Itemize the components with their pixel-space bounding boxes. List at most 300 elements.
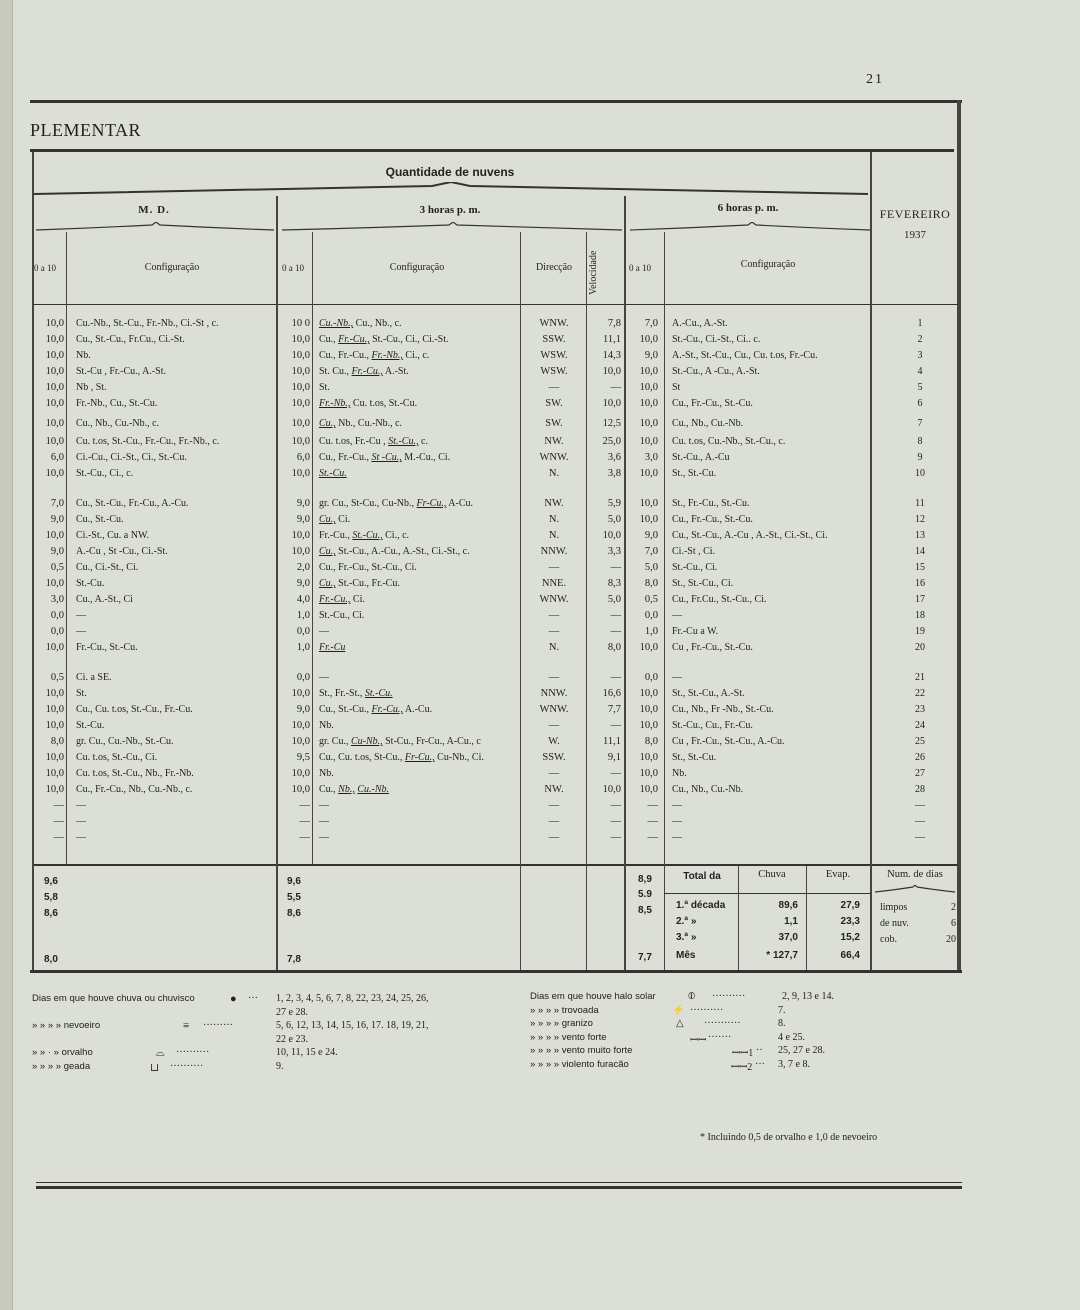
pm6-quantity: 10,0 [639,382,658,393]
pm6-quantity: 9,0 [644,530,658,541]
pm3-velocity: 3,6 [607,452,621,463]
pm3-velocity: 8,3 [607,578,621,589]
pm3-direction: — [548,562,560,573]
pm3-quantity: 9,0 [296,578,310,589]
md-quantity: 10,0 [45,468,64,479]
pm3-configuration: Cu.-Nb., Cu., Nb., c. [319,318,402,329]
table-row [0,784,960,800]
pm6-configuration: Fr.-Cu a W. [672,626,719,637]
pm3-quantity: 6,0 [296,452,310,463]
legend-label: » » » » trovoada [530,1004,599,1016]
legend-days: 10, 11, 15 e 24. [276,1047,338,1058]
day-number: — [915,800,925,811]
md-quantity: 9,0 [50,546,64,557]
pm6-quantity: 5,0 [644,562,658,573]
day-number: 17 [915,594,925,605]
table-row [0,398,960,414]
pm3-velocity: — [610,768,621,779]
pm3-quantity: 0,0 [296,672,310,683]
header-month: FEVEREIRO [879,207,951,221]
pm3-velocity: 3,8 [607,468,621,479]
legend-leader-dots: ··· [248,993,258,1004]
header-year: 1937 [904,229,926,241]
pm3-direction: SSW. [542,752,566,763]
pm6-configuration: St [672,382,681,393]
pm3-configuration: St.-Cu., Ci. [319,610,365,621]
pm3-velocity: 10,0 [602,784,621,795]
legend-days: 7. [778,1004,786,1016]
pm3-quantity: — [299,816,310,827]
day-number: — [915,816,925,827]
days-value: 20 [946,934,956,945]
md-configuration: St.-Cu. [76,720,105,731]
pm3-configuration: Cu., St.-Cu., Fr.-Cu. [319,578,400,589]
pm3-velocity: 11,1 [603,736,621,747]
legend-leader-dots: ·· [756,1045,763,1056]
pm6-configuration: — [672,816,682,827]
pm3-configuration: Cu., Cu. t.os, St-Cu., Fr-Cu., Cu-Nb., Ci. [319,752,484,763]
pm3-configuration: — [319,832,329,843]
col-md-scale: 0 a 10 [34,263,56,273]
table-row [0,626,960,642]
pm3-quantity: 1,0 [296,610,310,621]
md-quantity: 10,0 [45,578,64,589]
pm3-quantity: 10,0 [291,334,310,345]
pm3-direction: WNW. [539,318,569,329]
pm3-quantity: 9,0 [296,704,310,715]
col-6pm-scale: 0 a 10 [629,263,651,273]
pm6-configuration: Cu., Nb., Cu.-Nb. [672,418,744,429]
pm3-direction: SW. [545,418,563,429]
pm3-quantity: 10,0 [291,720,310,731]
totals-rain-header: Chuva [758,869,786,880]
pm3-quantity: — [299,800,310,811]
day-number: 8 [917,436,923,447]
table-row [0,514,960,530]
pm6-configuration: St.-Cu., Ci.-St., Ci.. c. [672,334,761,345]
pm3-configuration: Fr.-Nb., Cu. t.os, St.-Cu. [319,398,418,409]
legend-label: Dias em que houve halo solar [530,991,656,1002]
table-row [0,720,960,736]
legend-label: » » » » vento muito forte [530,1045,633,1056]
pm6-summary-1: 8,9 [638,874,652,885]
day-number: 9 [917,452,923,463]
pm6-quantity: 10,0 [639,784,658,795]
pm3-summary-1: 9,6 [287,876,301,887]
md-quantity: 7,0 [50,498,64,509]
header-cloud-quantity: Quantidade de nuvens [385,165,515,179]
md-configuration: Cu., A.-St., Ci [76,594,133,605]
md-configuration: Cu., St.-Cu., Fr.-Cu., A.-Cu. [76,498,189,509]
day-number: 18 [915,610,925,621]
md-configuration: — [76,610,86,621]
pm3-direction: — [548,672,560,683]
legend-label: » » » » geada [32,1060,91,1072]
totals-header: Total da [683,871,721,882]
pm6-quantity: — [647,832,658,843]
md-quantity: — [53,816,64,827]
md-configuration: — [76,626,86,637]
pm6-quantity: 7,0 [644,546,658,557]
table-row [0,366,960,382]
pm6-quantity: 0,0 [644,672,658,683]
table-row [0,752,960,768]
legend-days: 1, 2, 3, 4, 5, 6, 7, 8, 22, 23, 24, 25, 26, [276,993,429,1004]
table-row [0,688,960,704]
pm3-velocity: — [610,672,621,683]
md-configuration: Ci. a SE. [76,672,112,683]
table-row [0,452,960,468]
totals-rain: 37,0 [778,932,798,943]
pm6-quantity: 10,0 [639,366,658,377]
pm3-configuration: Nb. [319,768,334,779]
pm3-configuration: St. Cu., Fr.-Cu., A.-St. [319,366,409,377]
md-configuration: Cu., Ci.-St., Ci. [76,562,139,573]
pm3-direction: WSW. [540,350,568,361]
pm3-velocity: — [610,816,621,827]
md-configuration: Cu., Nb., Cu.-Nb., c. [76,418,160,429]
day-number: 2 [917,334,923,345]
md-quantity: 3,0 [50,594,64,605]
legend-leader-dots: ··· [755,1058,765,1070]
pm3-quantity: 10,0 [291,736,310,747]
totals-evap: 66,4 [840,950,860,961]
legend-days: 5, 6, 12, 13, 14, 15, 16, 17. 18, 19, 21, [276,1020,429,1031]
pm3-quantity: 10,0 [291,436,310,447]
md-summary-3: 8,6 [44,908,58,919]
pm6-configuration: Nb. [672,768,687,779]
day-number: 27 [915,768,925,779]
legend-leader-dots: ·········· [170,1060,204,1072]
pm3-direction: N. [548,642,560,653]
pm6-quantity: 10,0 [639,720,658,731]
days-label: de nuv. [880,918,909,929]
day-number: 22 [915,688,925,699]
legend-label: » » · » orvalho [32,1047,93,1058]
md-quantity: 10,0 [45,768,64,779]
table-row [0,318,960,334]
legend-label: » » » » vento forte [530,1031,607,1043]
md-configuration: — [76,816,86,827]
pm3-configuration: gr. Cu., St-Cu., Cu-Nb., Fr-Cu., A-Cu. [319,498,473,509]
totals-evap: 15,2 [840,932,860,943]
pm3-velocity: — [610,626,621,637]
pm3-velocity: 25,0 [602,436,621,447]
pm3-quantity: 9,5 [296,752,310,763]
legend-days: 8. [778,1018,786,1029]
md-configuration: Ci.-St., Cu. a NW. [76,530,149,541]
legend-leader-dots: ········· [203,1020,233,1031]
pm3-configuration: Cu., Nb., Cu.-Nb. [319,784,390,795]
pm6-configuration: St.-Cu., Ci. [672,562,718,573]
pm3-configuration: Cu., Fr.-Cu., St -Cu., M.-Cu., Ci. [319,452,451,463]
pm3-velocity: 11,1 [603,334,621,345]
table-row [0,382,960,398]
pm3-direction: NNE. [541,578,567,589]
legend-symbol-icon: ≡ [183,1020,190,1032]
pm6-quantity: 10,0 [639,468,658,479]
pm3-direction: WNW. [539,704,569,715]
md-quantity: — [53,800,64,811]
day-number: 28 [915,784,925,795]
pm6-quantity: 0,5 [644,594,658,605]
day-number: 11 [915,498,925,509]
pm3-quantity: 4,0 [296,594,310,605]
md-quantity: 10,0 [45,350,64,361]
pm3-quantity: 10,0 [291,546,310,557]
pm6-quantity: 8,0 [644,736,658,747]
pm6-configuration: Cu., Nb., Cu.-Nb. [672,784,744,795]
pm3-quantity: 9,0 [296,514,310,525]
pm3-configuration: Cu., Fr.-Cu., St.-Cu., Ci., Ci.-St. [319,334,449,345]
md-configuration: Cu., Cu. t.os, St.-Cu., Fr.-Cu. [76,704,193,715]
pm6-configuration: Cu., Fr.-Cu., St.-Cu. [672,398,753,409]
legend-symbol-icon: ⚡ [672,1004,685,1016]
pm6-configuration: St., St.-Cu. [672,752,717,763]
pm3-configuration: — [319,800,329,811]
legend-label: » » » » granizo [530,1018,593,1029]
md-configuration: St.-Cu. [76,578,105,589]
pm3-quantity: 10,0 [291,366,310,377]
header-6pm: 6 horas p. m. [717,202,779,214]
md-configuration: — [76,832,86,843]
pm3-velocity: 10,0 [602,398,621,409]
pm3-configuration: Nb. [319,720,334,731]
pm6-configuration: Ci.-St , Ci. [672,546,716,557]
pm3-configuration: Cu., Fr.-Cu., St.-Cu., Ci. [319,562,417,573]
legend-symbol-icon: ⦶ [688,991,696,1002]
pm3-direction: N. [548,530,560,541]
pm3-quantity: 10,0 [291,468,310,479]
md-configuration: Nb. [76,350,91,361]
pm3-direction: — [548,768,560,779]
md-quantity: 10,0 [45,720,64,731]
md-configuration: gr. Cu., Cu.-Nb., St.-Cu. [76,736,174,747]
days-value: 2 [951,902,956,913]
table-row [0,672,960,688]
md-summary-month: 8,0 [44,954,58,965]
totals-evap: 27,9 [840,900,860,911]
legend-symbol-icon: △ [676,1018,684,1029]
md-configuration: Cu., Fr.-Cu., Nb., Cu.-Nb., c. [76,784,193,795]
day-number: 3 [917,350,923,361]
pm3-quantity: 10,0 [291,398,310,409]
pm3-configuration: Cu., Ci. [319,514,351,525]
day-number: 19 [915,626,925,637]
pm3-velocity: — [610,610,621,621]
header-brace [32,182,870,196]
pm6-quantity: 1,0 [644,626,658,637]
col-3pm-scale: 0 a 10 [282,263,304,273]
table-row [0,436,960,452]
day-number: 21 [915,672,925,683]
pm3-direction: WNW. [539,452,569,463]
pm6-configuration: Cu., Fr.Cu., St.-Cu., Ci. [672,594,767,605]
pm3-quantity: 10,0 [291,350,310,361]
pm3-velocity: — [610,800,621,811]
day-number: 15 [915,562,925,573]
day-number: 6 [917,398,923,409]
md-quantity: 10,0 [45,784,64,795]
md-quantity: 9,0 [50,514,64,525]
header-sub-braces [34,222,872,232]
pm3-quantity: 9,0 [296,498,310,509]
pm6-configuration: St., St.-Cu., A.-St. [672,688,745,699]
legend-days: 9. [276,1060,284,1072]
day-number: 14 [915,546,925,557]
pm6-quantity: — [647,800,658,811]
md-quantity: 10,0 [45,642,64,653]
pm6-quantity: 10,0 [639,688,658,699]
pm3-configuration: St.-Cu. [319,468,347,479]
md-configuration: Ci.-Cu., Ci.-St., Ci., St.-Cu. [76,452,187,463]
md-quantity: 10,0 [45,318,64,329]
legend-label: Dias em que houve chuva ou chuvisco [32,993,195,1004]
pm3-velocity: 5,0 [607,514,621,525]
pm3-direction: — [548,382,560,393]
pm6-summary-3: 8,5 [638,905,652,916]
legend-symbol-icon: ꟷꟷ2 [731,1061,753,1073]
pm3-quantity: 10,0 [291,784,310,795]
pm3-direction: — [548,800,560,811]
legend-days: 2, 9, 13 e 14. [782,991,834,1002]
md-configuration: Fr.-Cu., St.-Cu. [76,642,138,653]
legend-symbol-icon: ● [230,993,237,1005]
table-row [0,816,960,832]
md-configuration: A.-Cu , St -Cu., Ci.-St. [76,546,168,557]
pm3-configuration: Cu., Nb., Cu.-Nb., c. [319,418,403,429]
md-summary-1: 9,6 [44,876,58,887]
day-number: 26 [915,752,925,763]
page-number: 21 [866,72,884,87]
pm6-configuration: Cu., St.-Cu., A.-Cu , A.-St., Ci.-St., Ci. [672,530,828,541]
table-row [0,562,960,578]
table-row [0,800,960,816]
table-row [0,468,960,484]
totals-rain: 1,1 [784,916,798,927]
legend-days: 25, 27 e 28. [778,1045,825,1056]
pm3-direction: W. [548,736,560,747]
pm3-direction: N. [548,514,560,525]
totals-label: 2.ª » [676,916,697,927]
pm3-direction: NW. [544,498,564,509]
pm3-velocity: 9,1 [607,752,621,763]
table-row [0,578,960,594]
header-3pm: 3 horas p. m. [419,204,481,216]
pm6-configuration: — [672,832,682,843]
pm3-direction: NW. [544,784,564,795]
day-number: 24 [915,720,925,731]
pm3-quantity: 10,0 [291,418,310,429]
pm6-quantity: 10,0 [639,752,658,763]
day-number: 16 [915,578,925,589]
pm3-direction: WSW. [540,366,568,377]
pm3-direction: — [548,720,560,731]
pm3-configuration: Fr.-Cu., St.-Cu., Ci., c. [319,530,410,541]
legend-symbol-icon: ꟷꟷ1 [732,1048,754,1059]
pm3-quantity: 0,0 [296,626,310,637]
table-row [0,704,960,720]
table-row [0,530,960,546]
header-md: M. D. [138,204,170,216]
pm3-velocity: 5,9 [607,498,621,509]
pm6-quantity: 10,0 [639,642,658,653]
md-quantity: — [53,832,64,843]
pm3-direction: NNW. [540,546,568,557]
md-configuration: Cu.-Nb., St.-Cu., Fr.-Nb., Ci.-St , c. [76,318,219,329]
pm6-quantity: 9,0 [644,350,658,361]
legend-leader-dots: ······· [708,1031,732,1043]
md-quantity: 10,0 [45,398,64,409]
legend-symbol-icon: ꟷꟷ [690,1034,707,1046]
table-row [0,498,960,514]
pm6-configuration: St.-Cu., A -Cu., A.-St. [672,366,760,377]
pm3-configuration: gr. Cu., Cu-Nb., St-Cu., Fr-Cu., A-Cu., c [319,736,481,747]
days-brace [874,885,956,893]
legend-leader-dots: ·········· [176,1047,210,1058]
md-quantity: 8,0 [50,736,64,747]
legend-days: 3, 7 e 8. [778,1058,810,1070]
pm3-velocity: 8,0 [607,642,621,653]
pm6-configuration: St., St.-Cu. [672,468,717,479]
pm3-direction: — [548,816,560,827]
day-number: 13 [915,530,925,541]
md-quantity: 10,0 [45,366,64,377]
pm6-configuration: St.-Cu., A.-Cu [672,452,730,463]
totals-rain: 89,6 [778,900,798,911]
pm6-configuration: Cu., Fr.-Cu., St.-Cu. [672,514,753,525]
pm3-velocity: — [610,562,621,573]
pm3-velocity: 12,5 [602,418,621,429]
pm6-configuration: St.-Cu., Cu., Fr.-Cu. [672,720,753,731]
pm6-configuration: A.-St., St.-Cu., Cu., Cu. t.os, Fr.-Cu. [672,350,818,361]
md-quantity: 10,0 [45,334,64,345]
pm3-quantity: 10,0 [291,530,310,541]
legend-leader-dots: ··········· [704,1018,741,1029]
pm6-configuration: Cu , Fr.-Cu., St.-Cu., A.-Cu. [672,736,785,747]
md-quantity: 10,0 [45,752,64,763]
table-row [0,350,960,366]
pm3-configuration: — [319,626,329,637]
pm3-summary-3: 8,6 [287,908,301,919]
md-configuration: Cu., St.-Cu., Fr.Cu., Ci.-St. [76,334,185,345]
pm3-velocity: — [610,720,621,731]
pm6-quantity: 10,0 [639,514,658,525]
pm3-quantity: 2,0 [296,562,310,573]
pm3-summary-2: 5,5 [287,892,301,903]
pm3-summary-month: 7,8 [287,954,301,965]
md-quantity: 10,0 [45,436,64,447]
md-quantity: 0,5 [50,562,64,573]
day-number: 7 [917,418,923,429]
md-quantity: 10,0 [45,704,64,715]
md-summary-2: 5,8 [44,892,58,903]
col-velocity: Velocidade [588,250,599,295]
days-value: 6 [951,918,956,929]
pm3-configuration: Cu., St.-Cu., Fr.-Cu., A.-Cu. [319,704,433,715]
pm6-configuration: Cu., Nb., Fr -Nb., St.-Cu. [672,704,774,715]
days-label: cob. [880,934,897,945]
day-number: 4 [917,366,923,377]
legend-days: 4 e 25. [778,1031,805,1043]
pm6-configuration: A.-Cu., A.-St. [672,318,728,329]
pm6-configuration: St., Fr.-Cu., St.-Cu. [672,498,750,509]
legend-days: 27 e 28. [276,1006,308,1018]
pm3-velocity: 7,7 [607,704,621,715]
pm3-velocity: — [610,382,621,393]
pm3-quantity: — [299,832,310,843]
pm3-quantity: 1,0 [296,642,310,653]
